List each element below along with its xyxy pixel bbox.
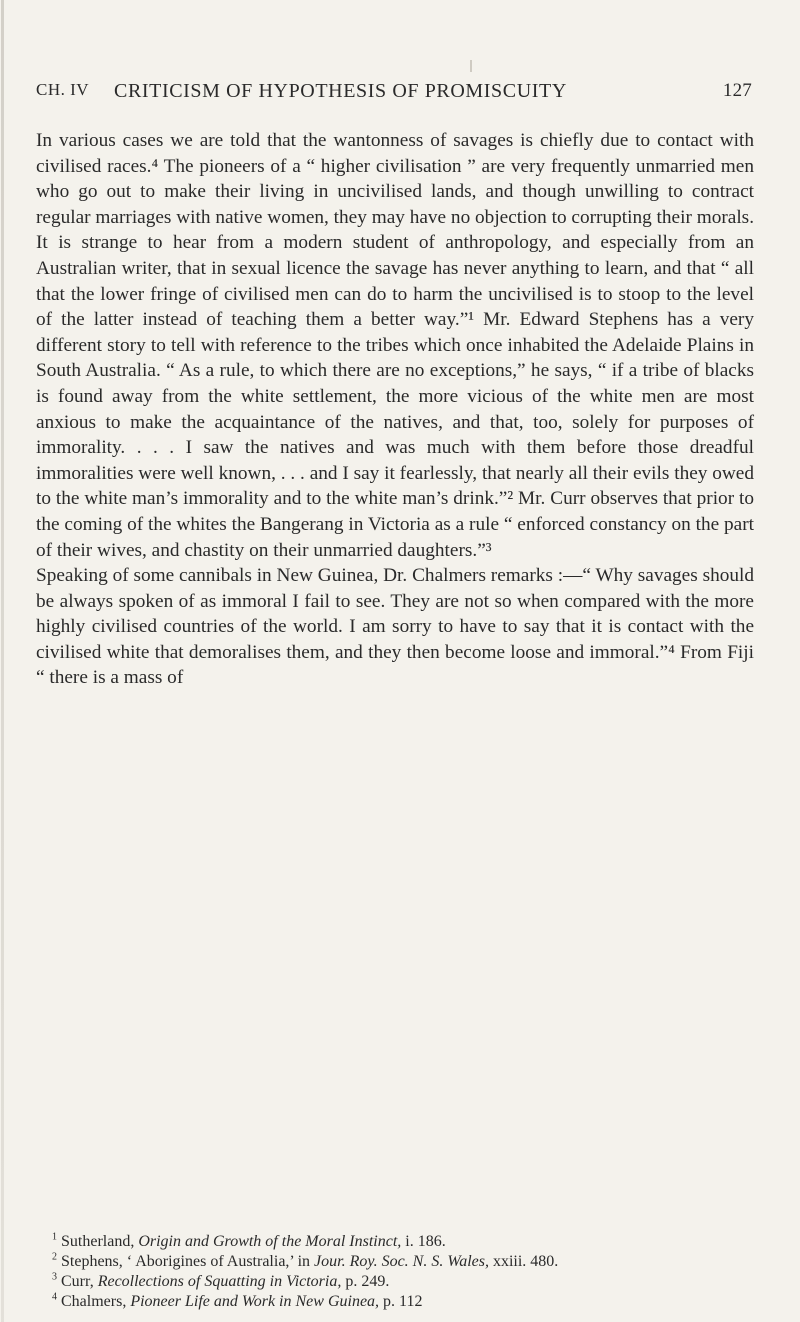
chapter-label: CH. IV: [36, 80, 90, 99]
body-text: [36, 128, 754, 691]
paragraph-2: Speaking of some cannibals in New Guinea, Dr. Chalmers remarks :—“ Why savages should be always spoken of as immoral I fail to see. They are not so when compared with the more highly civilised countries of the world. I am sorry to have to say that it is contact with the civilised white that demoralises them, and they then become loose and immoral.”⁴ From Fiji “ there is a mass of: [36, 565, 754, 689]
running-head: [36, 80, 752, 110]
footnote-2: $^2$ Stephens, ‘ Aborigines of Australia,’ in Jour. Roy. Soc. N. S. Wales, xxiii. 480.: [52, 1251, 559, 1270]
paragraph-1: In various cases we are told that the wantonness of savages is chiefly due to contact with civilised races.⁴ The pioneers of a “ higher civilisation ” are very frequently unmarried men who go out to make their living in uncivilised lands, and though unwilling to contract regular marriages with native women, they may have no objection to corrupting their morals. It is strange to hear from a modern student of anthropology, and especially from an Australian writer, that in sexual licence the savage has never anything to learn, and that “ all that the lower fringe of civilised men can do to harm the uncivilised is to stoop to the level of the latter instead of teaching them a better way.”¹ Mr. Edward Stephens has a very different story to tell with reference to the tribes which once inhabited the Adelaide Plains in South Australia. “ As a rule, to which there are no exceptions,” he says, “ if a tribe of blacks is found away from the white settlement, the more vicious of the white men are most anxious to make the acquaintance of the natives, and that, too, solely for purposes of immorality. . . . I saw the natives and was much with them before those dreadful immoralities were well known, . . . and I say it fearlessly, that nearly all their evils they owed to the white man’s immorality and to the white man’s drink.”² Mr. Curr observes that prior to the coming of the whites the Bangerang in Victoria as a rule “ enforced constancy on the part of their wives, and chastity on their unmarried daughters.”³: [36, 130, 755, 561]
running-title: CRITICISM OF HYPOTHESIS OF PROMISCUITY: [114, 80, 567, 102]
footnote-1: $^1$ Sutherland, Origin and Growth of the Moral Instinct, i. 186.: [52, 1231, 446, 1250]
scan-edge: [1, 0, 4, 1322]
scan-mark: [470, 60, 472, 72]
page-number: 127: [722, 80, 752, 101]
footnote-3: $^3$ Curr, Recollections of Squatting in Victoria, p. 249.: [52, 1271, 390, 1290]
footnotes: [36, 1232, 754, 1312]
footnote-4: $^4$ Chalmers, Pioneer Life and Work in New Guinea, p. 112: [52, 1291, 423, 1310]
